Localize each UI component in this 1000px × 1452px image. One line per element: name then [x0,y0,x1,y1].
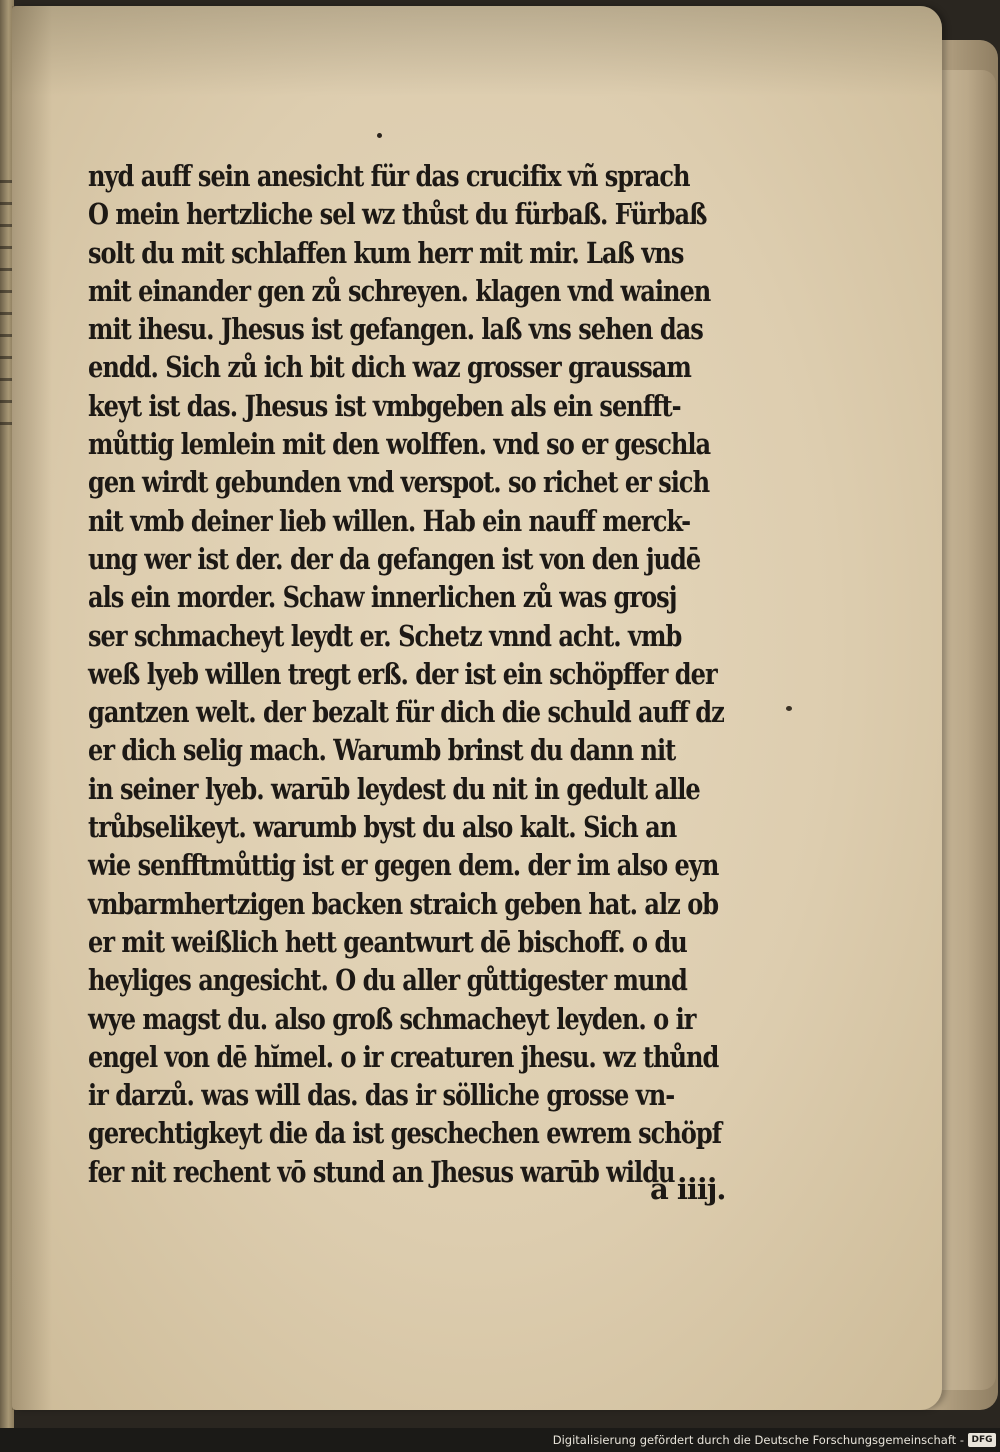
text-line: mit einander gen zů schreyen. klagen vnd wainen [88,273,711,308]
text-line: ser schmacheyt leydt er. Schetz vnnd acht. vmb [88,618,682,653]
text-line: keyt ist das. Jhesus ist vmbgeben als ein senfft- [88,388,681,423]
text-line: wye magst du. also groß schmacheyt leyden. o ir [88,1001,696,1036]
text-line: heyliges angesicht. O du aller gůttigester mund [88,963,687,998]
text-line: gerechtigkeyt die da ist geschechen ewrem schöpf [88,1116,722,1151]
footer-bar [0,1428,1000,1452]
text-line: vnbarmhertzigen backen straich geben hat. alz ob [88,886,719,921]
signature-mark: a iiij. [650,1172,726,1206]
text-line: můttig lemlein mit den wolffen. vnd so er geschla [88,427,711,462]
text-line: endd. Sich zů ich bit dich waz grosser graussam [88,350,691,385]
text-line: in seiner lyeb. warūb leydest du nit in gedult alle [88,771,700,806]
text-line: weß lyeb willen tregt erß. der ist ein schöpffer der [88,656,717,691]
ink-dot [377,133,382,138]
page-top-shading [12,6,942,96]
text-line: ir darzů. was will das. das ir sölliche grosse vn- [88,1078,675,1113]
text-line: solt du mit schlaffen kum herr mit mir. Laß vns [88,235,684,270]
text-line: er dich selig mach. Warumb brinst du dann nit [88,733,676,768]
dfg-logo: DFG [968,1433,996,1447]
text-line: trůbselikeyt. warumb byst du also kalt. Sich an [88,810,677,845]
text-line: wie senfftmůttig ist er gegen dem. der im also eyn [88,848,719,883]
text-line: nyd auff sein anesicht für das crucifix vñ sprach [88,159,690,193]
text-line: gantzen welt. der bezalt für dich die schuld auff dz [88,695,724,730]
text-line: gen wirdt gebunden vnd verspot. so richet er sich [88,465,710,500]
text-line: mit ihesu. Jhesus ist gefangen. laß vns sehen das [88,312,703,347]
margin-ink-mark [786,706,792,711]
text-line: er mit weißlich hett geantwurt dē bischoff. o du [88,924,687,959]
page-gutter-shading [12,6,52,1410]
text-line: als ein morder. Schaw innerlichen zů was grosj [88,580,677,615]
text-line: O mein hertzliche sel wz thůst du fürbaß. Fürbaß [88,197,707,232]
funding-notice: Digitalisierung gefördert durch die Deutsche Forschungsgemeinschaft - [552,1433,964,1447]
text-block [88,157,778,1191]
text-line: engel von dē hĭmel. o ir creaturen jhesu. wz thůnd [88,1039,719,1074]
text-line: ung wer ist der. der da gefangen ist von den judē [88,541,701,576]
text-line: fer nit rechent vō stund an Jhesus warūb wildu [88,1154,675,1189]
text-line: nit vmb deiner lieb willen. Hab ein nauff merck- [88,503,691,538]
